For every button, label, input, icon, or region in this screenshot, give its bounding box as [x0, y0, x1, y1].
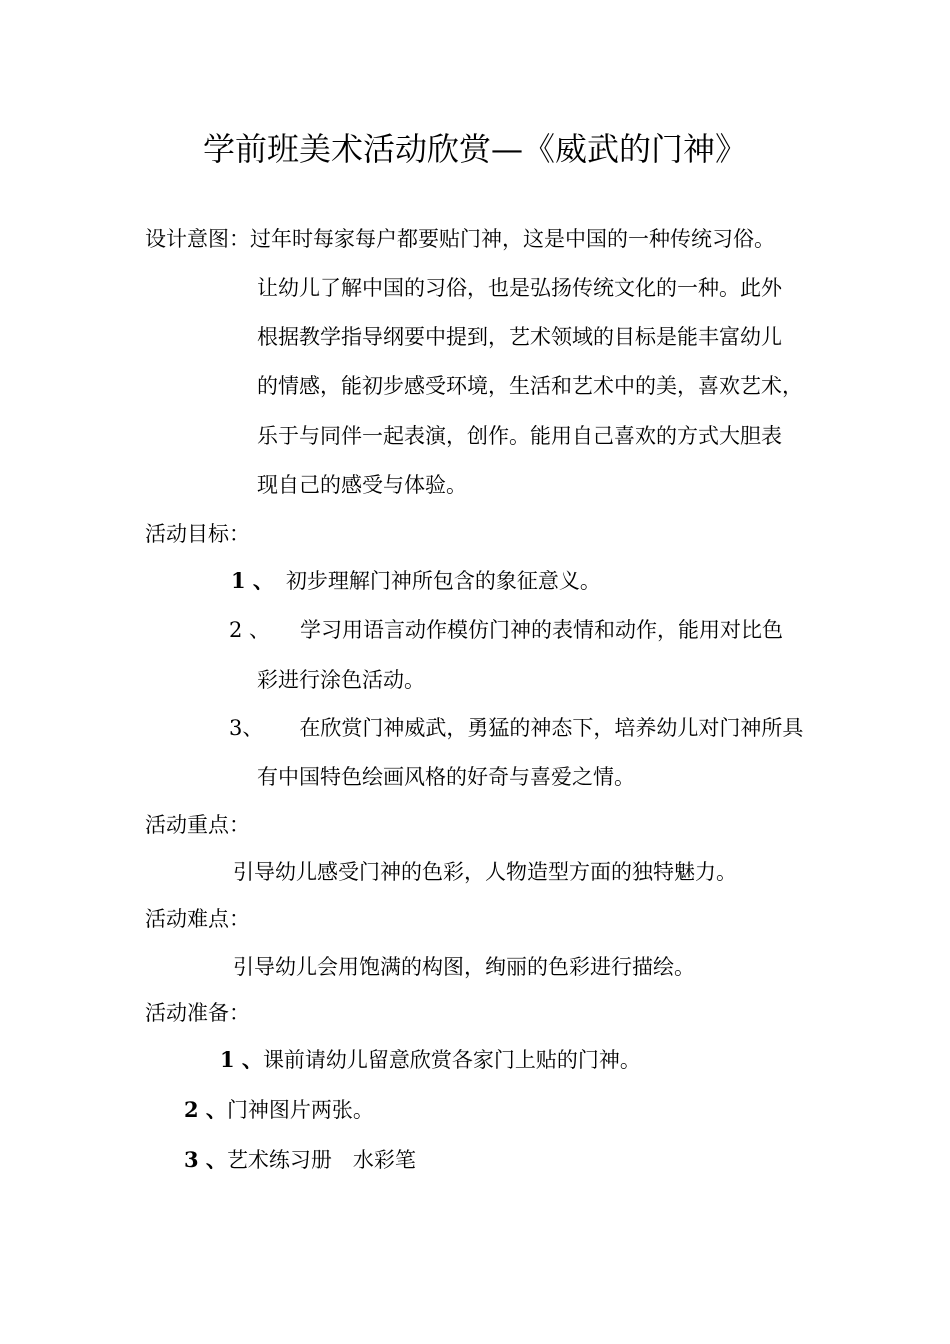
- goal-text: 在欣赏门神威武，勇猛的神态下，培养幼儿对门神所具: [299, 716, 804, 740]
- preparation-number: 3 、: [184, 1147, 227, 1172]
- goal-text-continued: 彩进行涂色活动。: [257, 668, 425, 692]
- preparation-text: 课前请幼儿留意欣赏各家门上贴的门神。: [262, 1048, 641, 1072]
- preparation-heading: 活动准备：: [145, 1001, 250, 1025]
- preparation-number: 2 、: [184, 1097, 227, 1122]
- difficulty-text: 引导幼儿会用饱满的构图，绚丽的色彩进行描绘。: [233, 955, 695, 979]
- design-intent-line: 的情感，能初步感受环境，生活和艺术中的美，喜欢艺术，: [257, 374, 803, 398]
- design-intent-line: 根据教学指导纲要中提到，艺术领域的目标是能丰富幼儿: [257, 325, 782, 349]
- preparation-item-2: [184, 1095, 374, 1125]
- page-title: 学前班美术活动欣赏—《威武的门神》: [202, 130, 747, 168]
- goal-text: 初步理解门神所包含的象征意义。: [285, 569, 601, 593]
- goal-item-3: [229, 713, 803, 743]
- goal-number: 3、: [229, 716, 264, 740]
- goals-heading: 活动目标：: [145, 522, 250, 546]
- goal-item-2: [229, 615, 783, 645]
- design-intent-label: 设计意图：: [145, 227, 250, 251]
- goal-text-continued: 有中国特色绘画风格的好奇与喜爱之情。: [257, 765, 635, 789]
- preparation-number: 1 、: [220, 1047, 263, 1072]
- design-intent-first-line: [145, 224, 775, 254]
- difficulty-heading: 活动难点：: [145, 907, 250, 931]
- goal-text: 学习用语言动作模仿门神的表情和动作，能用对比色: [300, 618, 784, 642]
- design-intent-line: 乐于与同伴一起表演，创作。能用自己喜欢的方式大胆表: [257, 424, 782, 448]
- design-intent-line: 现自己的感受与体验。: [257, 473, 467, 497]
- goal-number: 1 、: [231, 568, 274, 593]
- key-point-heading: 活动重点：: [145, 813, 250, 837]
- preparation-item-3: [184, 1145, 416, 1175]
- key-point-text: 引导幼儿感受门神的色彩，人物造型方面的独特魅力。: [233, 860, 737, 884]
- design-intent-line: 过年时每家每户都要贴门神，这是中国的一种传统习俗。: [250, 227, 775, 251]
- preparation-text: 艺术练习册 水彩笔: [226, 1148, 416, 1172]
- goal-item-1: [231, 566, 601, 596]
- design-intent-line: 让幼儿了解中国的习俗，也是弘扬传统文化的一种。此外: [257, 276, 782, 300]
- preparation-text: 门神图片两张。: [226, 1098, 374, 1122]
- preparation-item-1: [220, 1045, 641, 1075]
- goal-number: 2 、: [229, 618, 271, 642]
